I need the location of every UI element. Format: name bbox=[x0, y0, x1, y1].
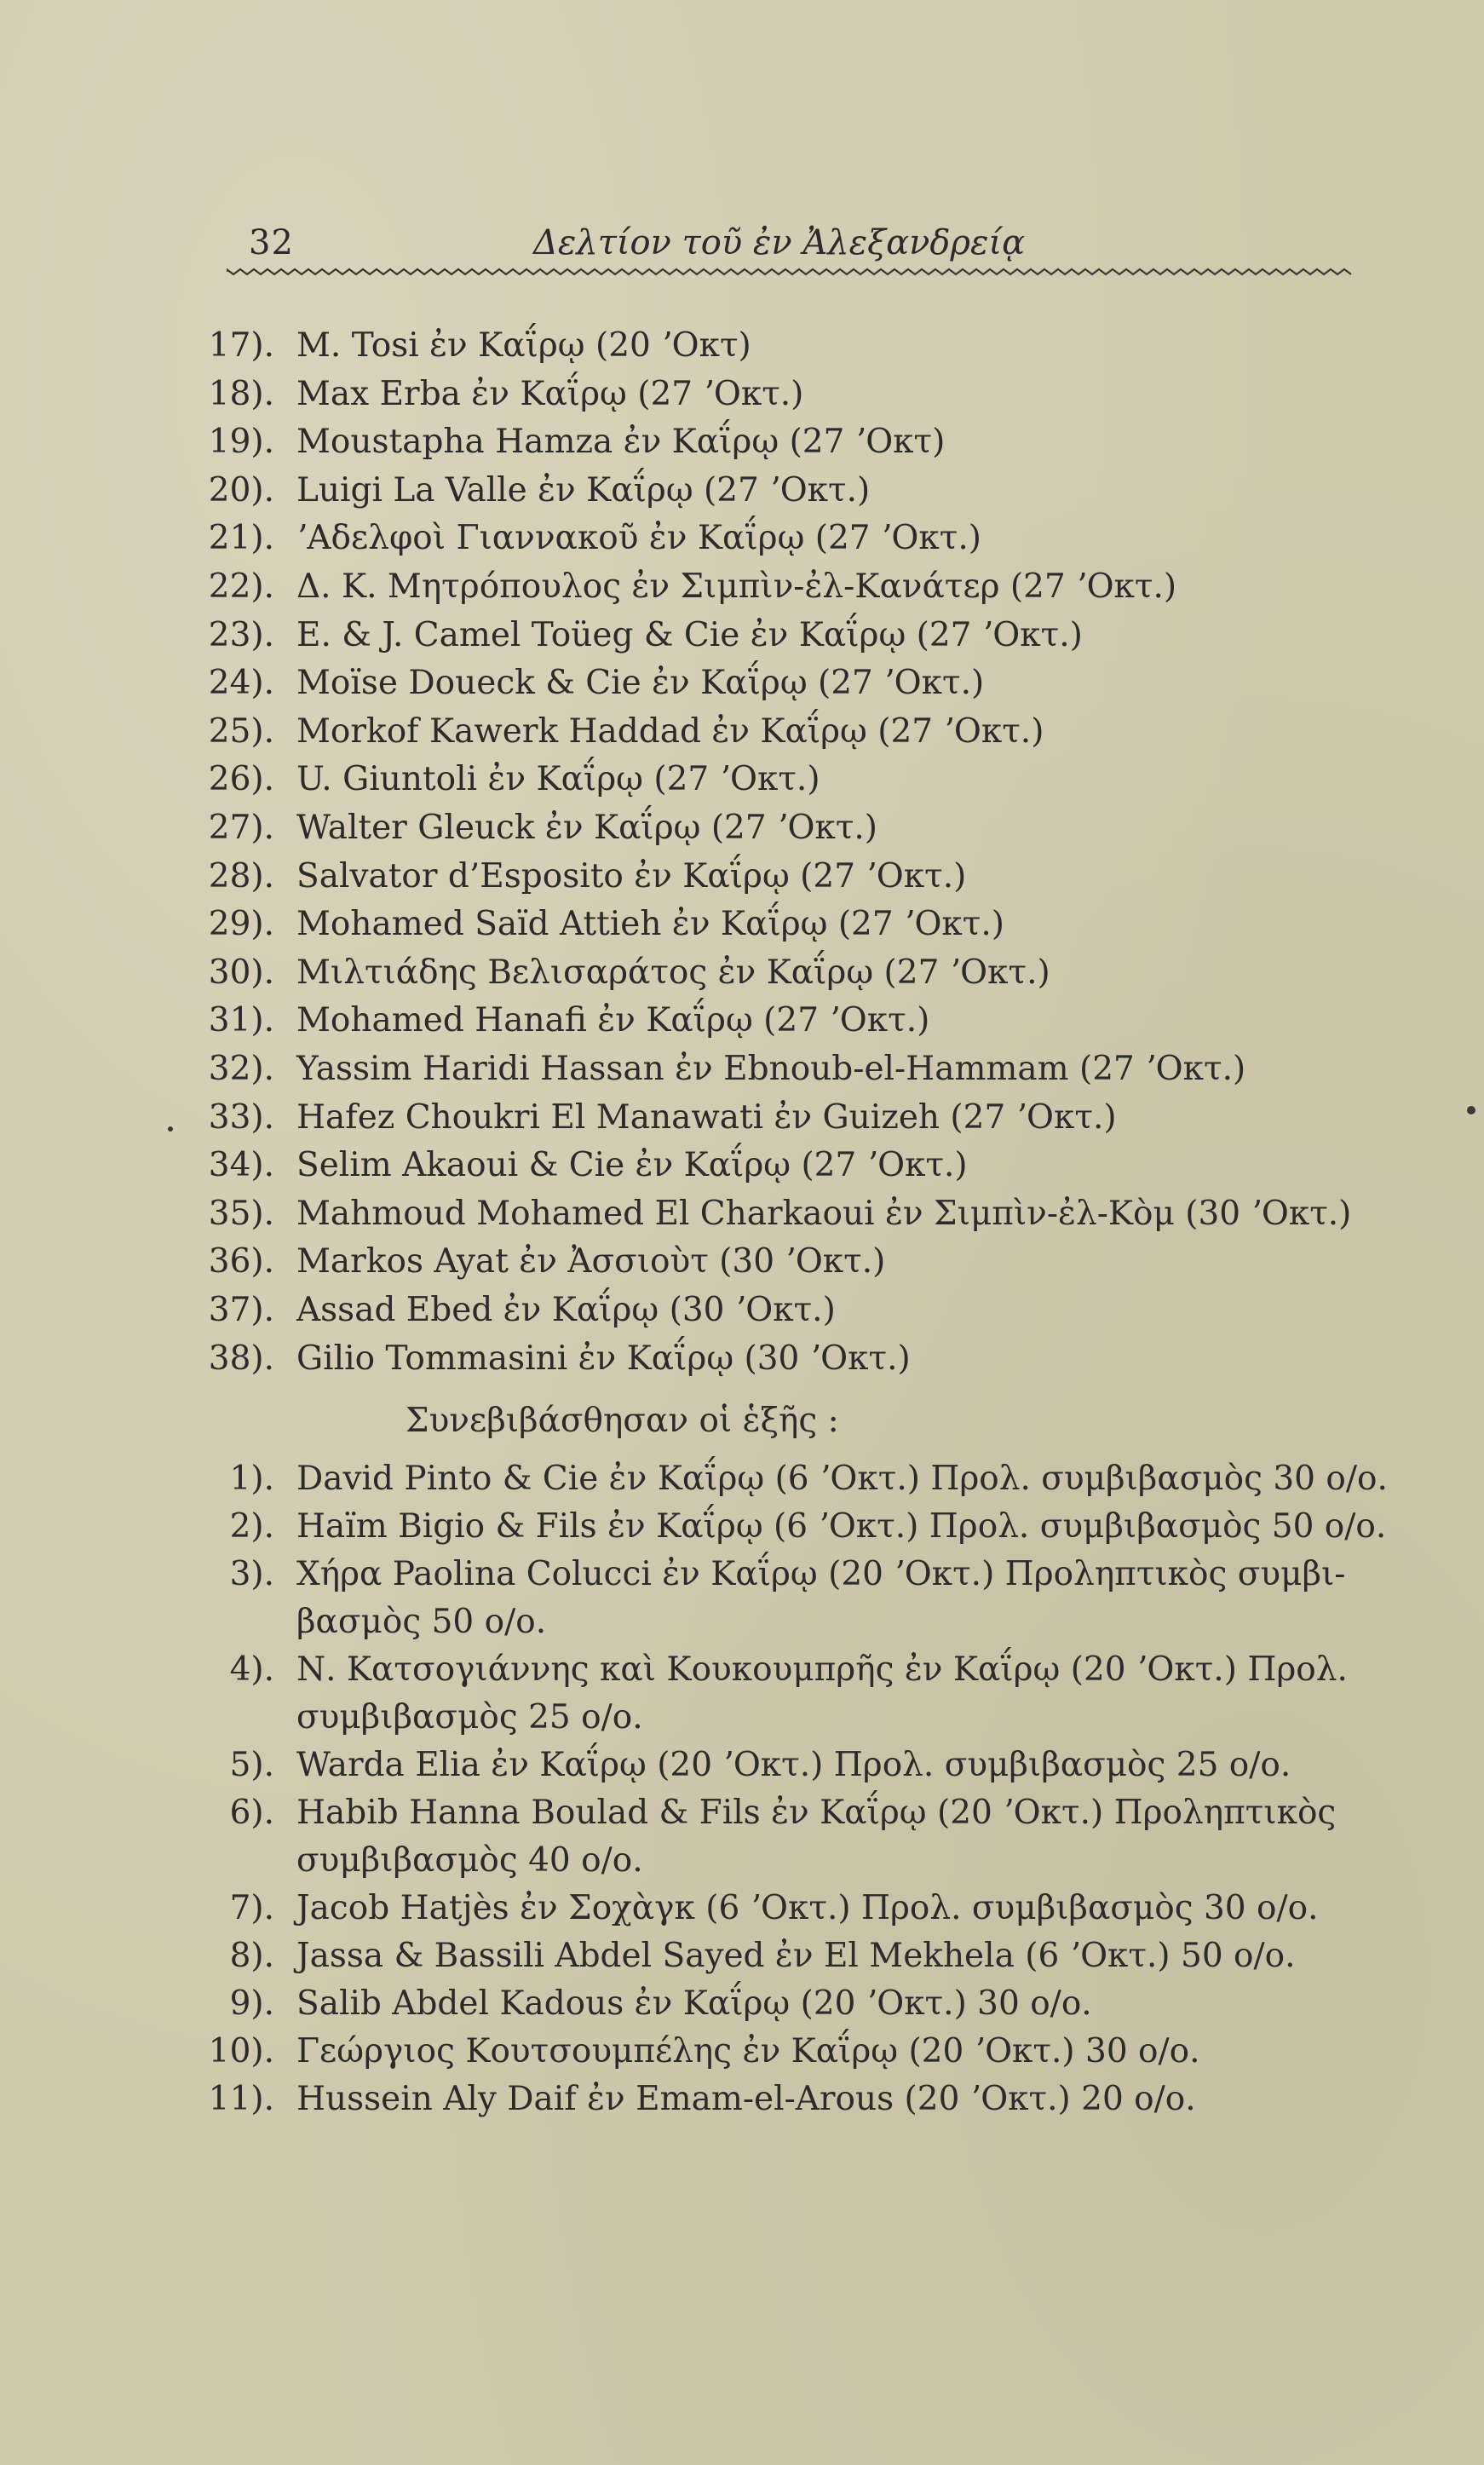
entry-number: 35). bbox=[208, 1194, 274, 1233]
entry-text: Χήρα Paolina Colucci ἐν Καΐρῳ (20 ʼΟκτ.) Προληπτικὸς συμβι- bbox=[296, 1555, 1346, 1593]
entry-number: 10). bbox=[208, 2032, 274, 2070]
entry-number: 22). bbox=[208, 567, 274, 606]
entry-text: Mohamed Saïd Attieh ἐν Καΐρῳ (27 ʼΟκτ.) bbox=[296, 905, 1004, 944]
entry-number: 31). bbox=[208, 1001, 274, 1040]
entry-text: Assad Ebed ἐν Καΐρῳ (30 ʼΟκτ.) bbox=[296, 1291, 836, 1329]
entry-text: Walter Gleuck ἐν Καΐρῳ (27 ʼΟκτ.) bbox=[296, 809, 878, 847]
entry-text: Luigi La Valle ἐν Καΐρῳ (27 ʼΟκτ.) bbox=[296, 470, 871, 510]
entry-number: 27). bbox=[208, 809, 274, 847]
entry-text: M. Tosi ἐν Καΐρῳ (20 ʼΟκτ) bbox=[296, 326, 751, 365]
entry-number: 4). bbox=[229, 1650, 274, 1689]
entry-number: 7). bbox=[229, 1889, 274, 1927]
entry-number: 25). bbox=[208, 711, 274, 751]
entry-number: 37). bbox=[208, 1291, 274, 1329]
entry-text: Max Erba ἐν Καΐρῳ (27 ʼΟκτ.) bbox=[296, 374, 804, 413]
entry-number: 32). bbox=[208, 1050, 274, 1088]
entry-number: 8). bbox=[229, 1937, 274, 1975]
entry-text: Hussein Aly Daif ἐν Emam-el-Arous (20 ʼΟκτ.) 20 ο/ο. bbox=[296, 2080, 1196, 2118]
entry-continuation: συμβιβασμὸς 40 ο/ο. bbox=[296, 1841, 643, 1880]
entry-text: ʼΑδελφοὶ Γιαννακοῦ ἐν Καΐρῳ (27 ʼΟκτ.) bbox=[296, 519, 981, 558]
entry-number: 9). bbox=[229, 1984, 274, 2023]
entry-continuation: βασμὸς 50 ο/ο. bbox=[296, 1603, 547, 1641]
entry-text: Selim Akaoui & Cie ἐν Καΐρῳ (27 ʼΟκτ.) bbox=[296, 1146, 968, 1185]
entry-text: Markos Ayat ἐν Ἀσσιοὺτ (30 ʼΟκτ.) bbox=[296, 1242, 886, 1281]
entry-text: Habib Hanna Boulad & Fils ἐν Καΐρῳ (20 ʼΟκτ.) Προληπτικὸς bbox=[296, 1794, 1337, 1832]
entry-number: 3). bbox=[229, 1555, 274, 1593]
entry-text: Moustapha Hamza ἐν Καΐρῳ (27 ʼΟκτ) bbox=[296, 423, 946, 462]
wavy-rule bbox=[227, 266, 1355, 278]
entry-text: Mohamed Hanafi ἐν Καΐρῳ (27 ʼΟκτ.) bbox=[296, 1001, 930, 1040]
entry-number: 17). bbox=[208, 326, 274, 365]
running-title: Δελτίον τοῦ ἐν Ἀλεξανδρείᾳ bbox=[533, 223, 1026, 262]
entry-number: 38). bbox=[208, 1339, 274, 1378]
entry-number: 33). bbox=[208, 1097, 274, 1137]
entry-text: Ν. Κατσογιάννης καὶ Κουκουμπρῆς ἐν Καΐρῳ (20 ʼΟκτ.) Προλ. bbox=[296, 1650, 1348, 1689]
entry-number: 34). bbox=[208, 1146, 274, 1185]
wavy-rule-icon bbox=[227, 266, 1355, 278]
entry-text: Haïm Bigio & Fils ἐν Καΐρῳ (6 ʼΟκτ.) Προλ. συμβιβασμὸς 50 ο/ο. bbox=[296, 1507, 1387, 1546]
entry-text: Μιλτιάδης Βελισαράτος ἐν Καΐρῳ (27 ʼΟκτ.) bbox=[296, 953, 1050, 992]
entry-number: 28). bbox=[208, 856, 274, 896]
entry-text: U. Giuntoli ἐν Καΐρῳ (27 ʼΟκτ.) bbox=[296, 760, 820, 799]
entry-number: 20). bbox=[208, 470, 274, 510]
entry-text: Gilio Tommasini ἐν Καΐρῳ (30 ʼΟκτ.) bbox=[296, 1339, 911, 1378]
ink-speck bbox=[168, 1126, 173, 1132]
entry-number: 21). bbox=[208, 519, 274, 558]
entry-text: Salib Abdel Kadous ἐν Καΐρῳ (20 ʼΟκτ.) 30 ο/ο. bbox=[296, 1984, 1092, 2023]
entry-text: Jassa & Bassili Abdel Sayed ἐν El Mekhela (6 ʼΟκτ.) 50 ο/ο. bbox=[296, 1937, 1296, 1975]
entry-text: Hafez Choukri El Manawati ἐν Guizeh (27 ʼΟκτ.) bbox=[296, 1097, 1117, 1137]
entry-text: Warda Elia ἐν Καΐρῳ (20 ʼΟκτ.) Προλ. συμβιβασμὸς 25 ο/ο. bbox=[296, 1746, 1291, 1784]
entry-continuation: συμβιβασμὸς 25 ο/ο. bbox=[296, 1698, 643, 1736]
entry-number: 6). bbox=[229, 1794, 274, 1832]
entry-text: Γεώργιος Κουτσουμπέλης ἐν Καΐρῳ (20 ʼΟκτ.) 30 ο/ο. bbox=[296, 2032, 1200, 2070]
entry-text: Jacob Hatjès ἐν Σοχὰγκ (6 ʼΟκτ.) Προλ. συμβιβασμὸς 30 ο/ο. bbox=[296, 1889, 1319, 1927]
entry-number: 24). bbox=[208, 664, 274, 703]
entry-text: David Pinto & Cie ἐν Καΐρῳ (6 ʼΟκτ.) Προλ. συμβιβασμὸς 30 ο/ο. bbox=[296, 1460, 1388, 1498]
entry-number: 30). bbox=[208, 953, 274, 992]
page-number: 32 bbox=[249, 223, 294, 262]
entry-number: 5). bbox=[229, 1746, 274, 1784]
section-title: Συνεβιβάσθησαν οἱ ἑξῆς : bbox=[406, 1402, 839, 1440]
entry-text: Yassim Haridi Hassan ἐν Ebnoub-el-Hammam (27 ʼΟκτ.) bbox=[296, 1050, 1246, 1088]
entry-number: 26). bbox=[208, 760, 274, 799]
entry-text: Morkof Kawerk Haddad ἐν Καΐρῳ (27 ʼΟκτ.) bbox=[296, 711, 1044, 751]
entry-text: Moïse Doueck & Cie ἐν Καΐρῳ (27 ʼΟκτ.) bbox=[296, 664, 985, 703]
entry-number: 36). bbox=[208, 1242, 274, 1281]
entry-text: Salvator d’Esposito ἐν Καΐρῳ (27 ʼΟκτ.) bbox=[296, 856, 967, 896]
entry-number: 2). bbox=[229, 1507, 274, 1546]
ink-speck bbox=[1467, 1106, 1475, 1114]
entry-number: 18). bbox=[208, 374, 274, 413]
entry-number: 29). bbox=[208, 905, 274, 944]
entry-text: Δ. Κ. Μητρόπουλος ἐν Σιμπὶν-ἐλ-Κανάτερ (27 ʼΟκτ.) bbox=[296, 567, 1177, 606]
entry-text: Mahmoud Mohamed El Charkaoui ἐν Σιμπὶν-ἐλ-Κὸμ (30 ʼΟκτ.) bbox=[296, 1194, 1352, 1233]
entry-number: 19). bbox=[208, 423, 274, 462]
entry-number: 23). bbox=[208, 615, 274, 654]
entry-number: 1). bbox=[229, 1460, 274, 1498]
entry-number: 11). bbox=[208, 2080, 274, 2118]
entry-text: E. & J. Camel Toüeg & Cie ἐν Καΐρῳ (27 ʼΟκτ.) bbox=[296, 615, 1083, 654]
